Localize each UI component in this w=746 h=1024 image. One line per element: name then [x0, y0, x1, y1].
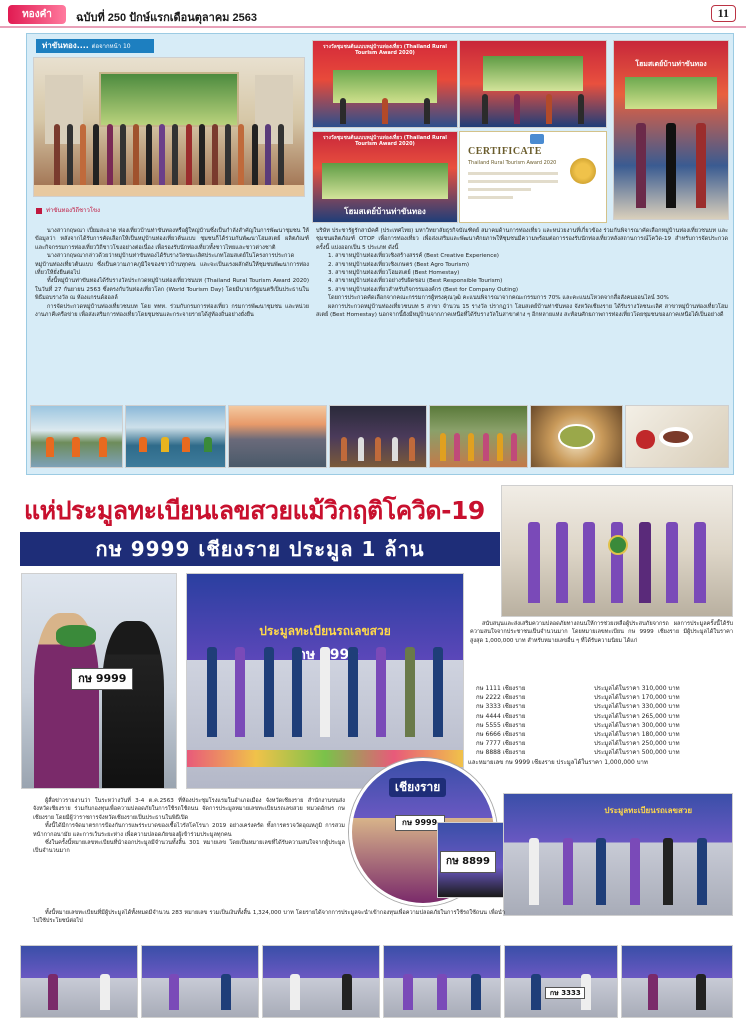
ceremony-screen [99, 72, 239, 127]
plate-price: ประมูลได้ในราคา 330,000 บาท [594, 703, 680, 711]
bottom-photo-3 [262, 945, 380, 1018]
continued-tag-title: ท่าขันทอง.... [42, 41, 89, 50]
plate-label: กษ 7777 เชียงราย [476, 740, 526, 748]
dance-performance-photo [429, 405, 528, 468]
award-winners-photo [613, 40, 729, 220]
plate-price: ประมูลได้ในราคา 265,000 บาท [594, 712, 680, 720]
newspaper-logo: ทองคำ [8, 5, 66, 24]
gold-seal-icon [570, 158, 596, 184]
lottery-body-bottom [33, 909, 505, 926]
lottery-intro-text [470, 620, 733, 645]
bottom-photo-6 [621, 945, 733, 1018]
coffee-cup-icon [659, 427, 694, 448]
paragraph: ทั้งนี้หมู่บ้านท่าขันทองได้รับรางวัลประกวดหมู่บ้านท่องเที่ยวชนบท (Thailand Rural Tourism Award 2020) ในวันที่ 27 กันยายน 2563 ซึ่งตรงกับวันท่องเที่ยวโลก (World Tourism Day) โดยมีนายกรัฐมนตรีเป็นประธานในพิธีมอบรางวัล ณ ห้องแกรนด์ฮอลล์ [35, 278, 309, 302]
plate-label: กษ 2222 เชียงราย [476, 694, 526, 702]
plate-label: กษ 3333 เชียงราย [476, 703, 526, 711]
paragraph: ซึ่งในครั้งนี้หมายเลขทะเบียนที่นำออกประมูลมีจำนวนทั้งสิ้น 301 หมายเลข โดยเป็นหมายเลขที่ได้รับความสนใจจากผู้ประมูลเป็นจำนวนมาก [33, 840, 345, 855]
list-item: 4. สาขาหมู่บ้านท่องเที่ยวอย่างรับผิดชอบ (Best Responsible Tourism) [328, 278, 503, 285]
river-boat-photo [30, 405, 123, 468]
stage-plate-text: กษ 9999 [297, 647, 359, 663]
certificate [459, 131, 607, 223]
plate-label: กษ 4444 เชียงราย [476, 712, 526, 720]
result-row [468, 702, 738, 711]
result-final [468, 758, 738, 767]
continued-tag-suffix: ต่อจากหน้า 10 [91, 43, 131, 50]
award-banner-photo-2 [459, 40, 607, 128]
auction-group-photo [503, 793, 733, 916]
stage-banner-text: ประมูลทะเบียนรถเลขสวย [259, 624, 391, 638]
auction-stage-photo [186, 573, 464, 789]
list-item: 3. สาขาหมู่บ้านท่องเที่ยวโฮมสเตย์ (Best Homestay) [328, 270, 460, 277]
result-row [468, 721, 738, 730]
coffee-cup-photo [625, 405, 729, 468]
lottery-body-left [33, 797, 345, 856]
plate-label: กษ 8888 เชียงราย [476, 749, 526, 757]
paragraph: สนับสนุนและส่งเสริมความปลอดภัยทางถนนให้การช่วยเหลือผู้ประสบภัยจากรถ ผลการประมูลครั้งนี้ได้รับความสนใจจากประชาชนเป็นจำนวนมาก โดยหมายเลขทะเบียน กษ 9999 เชียงราย มีผู้ประมูลได้ในราคาสูงสุด 1,000,000 บาท สำหรับหมายเลขอื่น ๆ ที่ได้รับความนิยม ได้แก่ [470, 621, 733, 644]
license-plate-8899: กษ 8899 [440, 851, 496, 873]
bottom-photo-4 [383, 945, 501, 1018]
plate-label: กษ 5555 เชียงราย [476, 721, 526, 729]
award-banner-photo-1 [312, 40, 458, 128]
award-categories-list [328, 252, 728, 294]
stage-banner-text-2: ประมูลทะเบียนรถเลขสวย [604, 805, 693, 815]
photo-caption: ท่าขันทองวิถีชาวโขง [36, 205, 100, 215]
plate-price: ประมูลได้ในราคา 300,000 บาท [594, 721, 680, 729]
local-food-photo [530, 405, 623, 468]
list-item: 5. สาขาหมู่บ้านท่องเที่ยวสำหรับกิจกรรมองค์กร (Best for Company Outing) [328, 286, 519, 293]
result-row [468, 693, 738, 702]
license-plate-main: กษ 9999 [71, 668, 133, 690]
banner-small-text-2: รางวัลชุมชนต้นแบบหมู่บ้านท่องเที่ยว (Thailand Rural Tourism Award 2020) [322, 135, 448, 147]
plate-price: ประมูลได้ในราคา 180,000 บาท [594, 731, 680, 739]
list-item: 2. สาขาหมู่บ้านท่องเที่ยวเชิงเกษตร (Best Agro Tourism) [328, 261, 470, 268]
result-row [468, 712, 738, 721]
ceremony-people [50, 124, 288, 185]
plate-price: ประมูลได้ในราคา 250,000 บาท [594, 740, 680, 748]
license-plate-circle: กษ 9999 [395, 815, 445, 831]
kayak-photo [125, 405, 226, 468]
award-banner-photo-3 [312, 131, 458, 223]
lottery-headline: แห่ประมูลทะเบียนเลขสวยแม้วิกฤติโควิด-19 [24, 496, 485, 525]
plate-price: ประมูลได้ในราคา 500,000 บาท [594, 749, 680, 757]
paragraph: บริษัท ประชารัฐรักสามัคคี (ประเทศไทย) มหาวิทยาลัยธุรกิจบัณฑิตย์ สมาคมด้านการท่องเที่ยว และหน่วยงานที่เกี่ยวข้อง ร่วมกันพิจารณาคัดเลือกหมู่บ้านท่องเที่ยวชนบท และชุมชนผลิตภัณฑ์ OTOP เพื่อการท่องเที่ยว เพื่อส่งเสริมและพัฒนาศักยภาพให้ชุมชนมีความพร้อมต่อการรองรับนักท่องเที่ยวหลังสถานการณ์โควิด-19 สำหรับการจัดประกวดครั้งนี้ แบ่งออกเป็น 5 ประเภท ดังนี้ [316, 228, 728, 251]
mekong-sunset-photo [228, 405, 327, 468]
result-row [468, 730, 738, 739]
result-row [468, 684, 738, 693]
top-article-right-column [316, 227, 728, 319]
city-sign: เชียงราย [389, 778, 446, 797]
bottom-photo-5 [504, 945, 618, 1018]
banner-small-text: รางวัลชุมชนต้นแบบหมู่บ้านท่องเที่ยว (Thailand Rural Tourism Award 2020) [322, 44, 448, 56]
paragraph: ผลการประกวดหมู่บ้านท่องเที่ยวชนบท 5 สาขา จำนวน 15 รางวัล ปรากฏว่า โฮมสเตย์บ้านท่าขันทอง จังหวัดเชียงราย ได้รับรางวัลชนะเลิศ สาขาหมู่บ้านท่องเที่ยวโฮมสเตย์ (Best Homestay) นอกจากนี้ยังมีหมู่บ้านจากภาคเหนือที่ได้รับรางวัลในสาขาต่าง ๆ อีกหลายแห่ง สะท้อนศักยภาพการท่องเที่ยวโดยชุมชนของภาคเหนือได้เป็นอย่างดี [316, 303, 728, 319]
result-row [468, 739, 738, 748]
paragraph: โดยการประกวดคัดเลือกจากคณะกรรมการผู้ทรงคุณวุฒิ คะแนนพิจารณาจากคณะกรรมการ 70% และคะแนนโหวตจากสื่อสังคมออนไลน์ 30% [328, 295, 669, 302]
license-plate-3333: กษ 3333 [545, 987, 585, 999]
tat-logo-icon [530, 134, 544, 144]
paragraph: ผู้สื่อข่าวรายงานว่า ในระหว่างวันที่ 3-4 ต.ค.2563 ที่ห้องประชุมโรงแรมในอำเภอเมือง จังหวัดเชียงราย สำนักงานขนส่งจังหวัดเชียงราย ร่วมกับกองทุนเพื่อความปลอดภัยในการใช้รถใช้ถนน จัดการประมูลหมายเลขทะเบียนรถเลขสวย หมวดอักษร กษ เชียงราย โดยมีผู้ว่าราชการจังหวัดเชียงรายเป็นประธานในพิธีเปิด [33, 798, 345, 821]
lottery-subheadline: กษ 9999 เชียงราย ประมูล 1 ล้าน [20, 532, 500, 566]
result-row [468, 748, 738, 757]
bottom-photo-2 [141, 945, 259, 1018]
plate-label: กษ 1111 เชียงราย [476, 685, 526, 692]
paragraph: ทั้งนี้หมายเลขทะเบียนที่มีผู้ประมูลได้ทั้งหมดมีจำนวน 283 หมายเลข รวมเป็นเงินทั้งสิ้น 1,324,000 บาท โดยรายได้จากการประมูลจะนำเข้ากองทุนเพื่อความปลอดภัยในการใช้รถใช้ถนน เพื่อนำไปใช้ประโยชน์ต่อไป [33, 910, 505, 925]
plate-label: กษ 6666 เชียงราย [476, 731, 526, 739]
certificate-subtitle: Thailand Rural Tourism Award 2020 [468, 160, 557, 166]
banner-big-text-2: โฮมสเตย์บ้านท่าขันทอง [344, 207, 426, 216]
continued-tag [36, 39, 154, 53]
plate-price: ประมูลได้ในราคา 310,000 บาท [594, 685, 680, 692]
award-ceremony-photo [33, 57, 305, 197]
woman-figure [102, 621, 164, 788]
issue-line: ฉบับที่ 250 ปักษ์แรกเดือนตุลาคม 2563 [76, 12, 257, 24]
certificate-title: CERTIFICATE [468, 146, 542, 157]
list-item: 1. สาขาหมู่บ้านท่องเที่ยวเชิงสร้างสรรค์ (Best Creative Experience) [328, 253, 499, 260]
paragraph: นางสาวกฤษณา เปี่ยมสะอาด ท่องเที่ยวบ้านท่าขันทองหรือผู้ใหญ่บ้านซึ่งเป็นกำลังสำคัญในการพัฒนาชุมชน ให้ข้อมูลว่า หลังจากได้รับการคัดเลือกให้เป็นหมู่บ้านท่องเที่ยวต้นแบบ ชุมชนก็ได้ร่วมกันพัฒนาโฮมสเตย์ ผลิตภัณฑ์ และกิจกรรมการท่องเที่ยววิถีชาวโขงอย่างต่อเนื่อง เพื่อรองรับนักท่องเที่ยวทั้งชาวไทยและชาวต่างชาติ [35, 228, 309, 251]
bottom-photo-1 [20, 945, 138, 1018]
page-header [0, 0, 746, 28]
top-article-left-column [35, 227, 309, 319]
plate-winners-photo [21, 573, 177, 789]
final-result-text: และหมายเลข กษ 9999 เชียงราย ประมูลได้ในราคา 1,000,000 บาท [468, 758, 648, 766]
paragraph: นางสาวกฤษณากล่าวด้วยว่าหมู่บ้านท่าขันทองได้รับรางวัลชนะเลิศประเภทโฮมสเตย์ในโครงการประกวดหมู่บ้านท่องเที่ยวต้นแบบ ซึ่งเป็นความภาคภูมิใจของชาวบ้านทุกคน และจะเป็นแรงผลักดันให้ชุมชนพัฒนาการท่องเที่ยวให้ยั่งยืนต่อไป [35, 253, 309, 277]
paragraph: การจัดประกวดหมู่บ้านท่องเที่ยวชนบท โดย ททท. ร่วมกับกรมการท่องเที่ยว กรมการพัฒนาชุมชน และหน่วยงานภาคีเครือข่าย เพื่อส่งเสริมการท่องเที่ยวโดยชุมชนและกระจายรายได้สู่ท้องถิ่นอย่างยั่งยืน [35, 303, 309, 319]
page-number: 11 [711, 5, 736, 22]
lottery-results-list [468, 684, 738, 767]
paragraph: ทั้งนี้ได้มีการจัดมาตรการป้องกันการแพร่ระบาดของเชื้อไวรัสโคโรนา 2019 อย่างเคร่งครัด ทั้งการตรวจวัดอุณหภูมิ การสวมหน้ากากอนามัย และการเว้นระยะห่าง เพื่อความปลอดภัยของผู้เข้าร่วมประมูลทุกคน [33, 823, 345, 838]
officials-group-photo [501, 485, 733, 617]
plate-price: ประมูลได้ในราคา 170,000 บาท [594, 694, 680, 702]
dinner-event-photo [329, 405, 427, 468]
banner-big-text: โฮมสเตย์บ้านท่าขันทอง [635, 60, 707, 68]
